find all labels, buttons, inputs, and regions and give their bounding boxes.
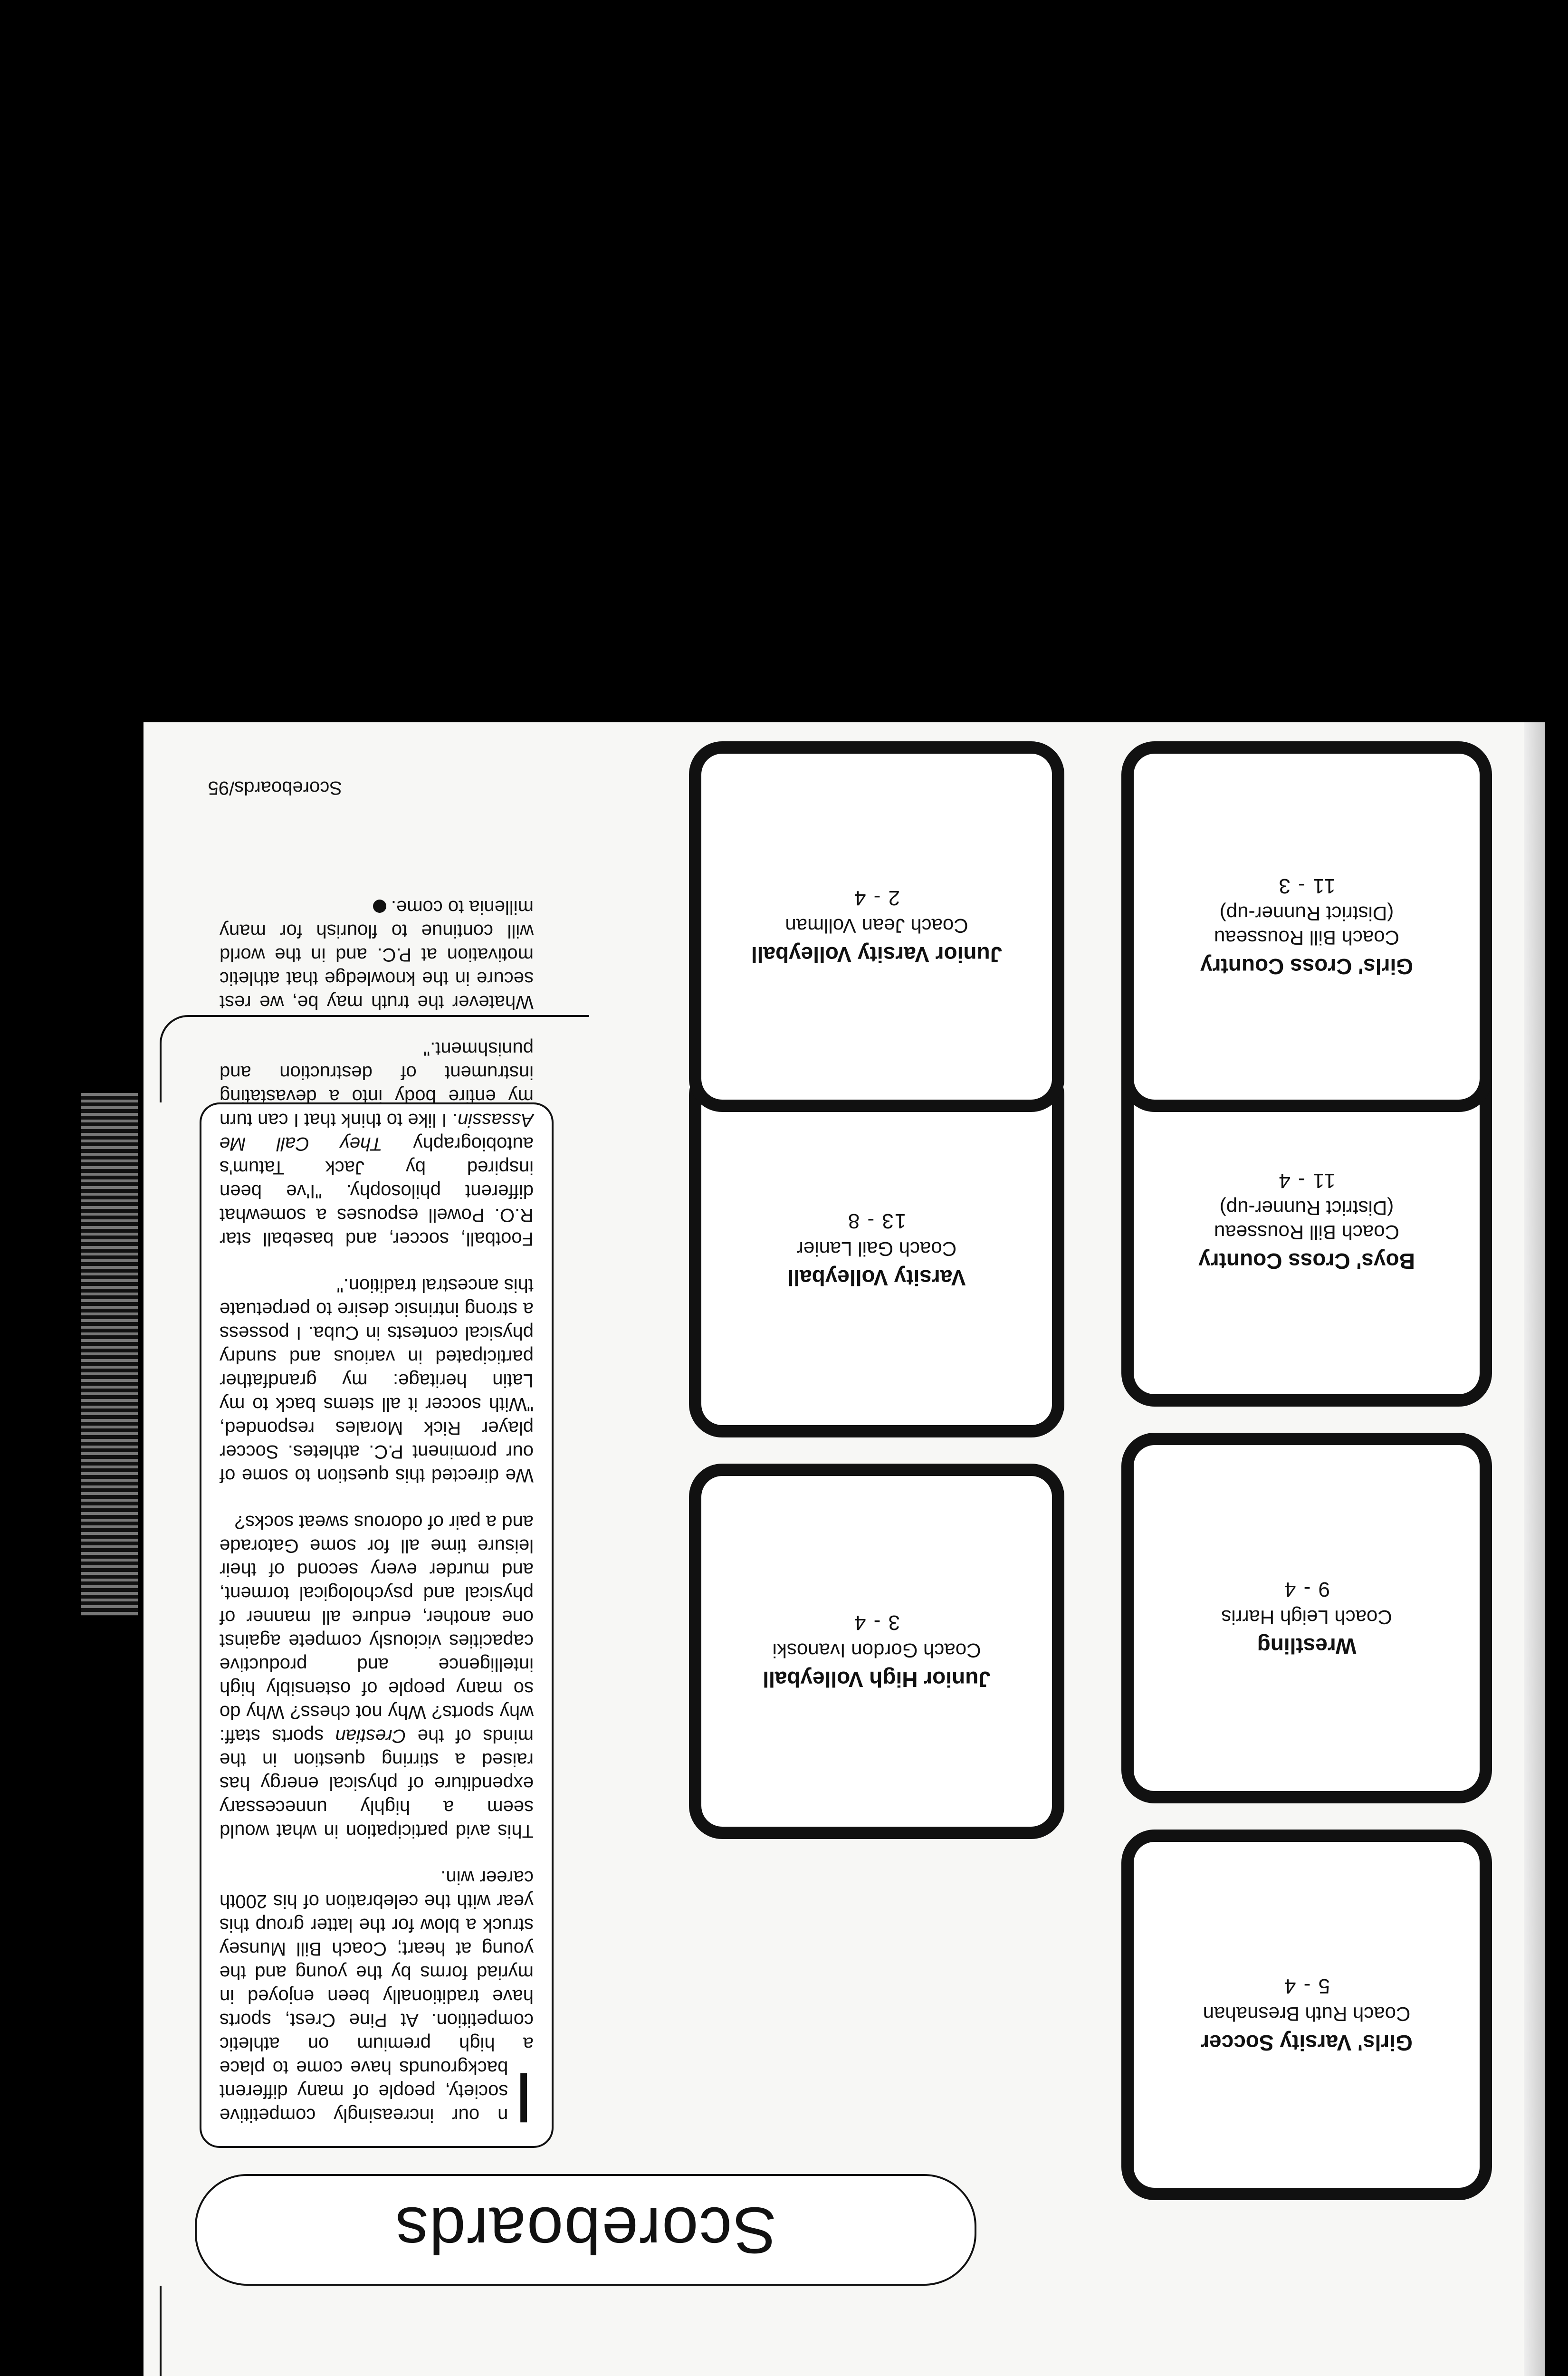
card-coach: Coach Gordon Ivanoski [772, 1639, 981, 1662]
binding-edge [81, 1093, 138, 1616]
card-title: Junior High Volleyball [763, 1667, 991, 1692]
intro-paragraph-4-italic: They Call Me Assassin [219, 1110, 534, 1154]
intro-paragraph-4 [220, 1037, 534, 1251]
intro-paragraph-2-pre: This avid participation in what would seem a highly unnecessary expenditure of physical energy has raised a stirring question in the minds of the [220, 1725, 534, 1841]
intro-paragraph-4-post: . I like to think that I can turn my entire body into a devastating instrument of destruction and punishment." [220, 1038, 534, 1131]
intro-paragraph-2-post: sports staff: why sports? Why not chess? Why do so many people of ostensibly high intelligence and productive capacities viciously compete against one another, endure all manner of physical and psychological torment, and murder every second of their leisure time all for some Gatorade and a pair of odorous sweat socks? [220, 1512, 534, 1746]
card-note: (District Runner-up) [1219, 902, 1394, 925]
card-title: Girls' Cross Country [1200, 954, 1414, 979]
card-girls-varsity-soccer [1121, 1830, 1492, 2200]
card-coach: Coach Jean Vollman [785, 914, 968, 937]
page-gutter-shadow [1524, 722, 1545, 2376]
card-coach: Coach Bill Rousseau [1214, 927, 1399, 949]
intro-paragraph-2 [220, 1510, 534, 1843]
card-record: 3 - 4 [853, 1611, 900, 1635]
intro-paragraph-5 [220, 895, 534, 1014]
page-title: Scoreboards [394, 2194, 777, 2267]
card-title: Boys' Cross Country [1198, 1249, 1415, 1274]
card-wrestling [1121, 1433, 1492, 1803]
card-title: Junior Varsity Volleyball [751, 942, 1003, 967]
card-coach: Coach Bill Rousseau [1214, 1221, 1399, 1244]
intro-paragraph-3 [220, 1274, 534, 1487]
end-mark-icon [373, 900, 386, 913]
title-box [195, 2174, 976, 2286]
intro-paragraph-1 [220, 1866, 534, 2138]
page-folio: Scoreboards/95 [208, 777, 342, 798]
intro-paragraph-4-pre: Football, soccer, and baseball star R.O. Powell espouses a somewhat different philosophy. "I've been inspired by Jack Tatum's autobiography [220, 1133, 534, 1249]
card-record: 11 - 4 [1278, 1169, 1336, 1192]
card-record: 2 - 4 [853, 886, 900, 910]
intro-text-box [200, 897, 554, 2148]
card-title: Girls' Varsity Soccer [1201, 2030, 1413, 2055]
card-coach: Coach Ruth Bresnahan [1203, 2002, 1411, 2025]
connector-line-right [160, 2286, 162, 2376]
card-record: 5 - 4 [1283, 1974, 1330, 1998]
card-coach: Coach Leigh Harris [1221, 1606, 1392, 1629]
drop-cap: I [514, 2058, 534, 2138]
intro-paragraph-3-text: We directed this question to some of our prominent P.C. athletes. Soccer player Rick Morales responded, "With soccer it all stems back to my Latin heritage: my grandfather participated in various and sundry physical contests in Cuba. I possess a strong intrinsic desire to perpetuate this ancestral tradition." [220, 1275, 534, 1486]
card-title: Wrestling [1257, 1633, 1357, 1658]
card-varsity-volleyball [689, 1062, 1064, 1437]
card-girls-cross-country [1121, 741, 1492, 1112]
card-record: 11 - 3 [1278, 874, 1336, 898]
card-record: 13 - 8 [847, 1209, 907, 1233]
intro-paragraph-1-text: n our increasingly competitive society, people of many different backgrounds have come to place a high premium on athletic competition. At Pine Crest, sports have traditionally been enjoyed in myriad forms by the young and the young at heart; Coach Bill Munsey struck a blow for the latter group this year with the celebration of his 200th career win. [220, 1867, 534, 2126]
card-junior-varsity-volleyball [689, 741, 1064, 1112]
card-record: 9 - 4 [1283, 1578, 1330, 1601]
intro-paragraph-2-italic: Crestian [335, 1725, 406, 1746]
intro-paragraph-5-text: Whatever the truth may be, we rest secure in the knowledge that athletic motivation at P.C. and in the world will continue to flourish for many millenia to come. [220, 897, 534, 1013]
card-title: Varsity Volleyball [787, 1265, 966, 1290]
card-note: (District Runner-up) [1219, 1197, 1394, 1219]
card-coach: Coach Gail Lanier [796, 1237, 957, 1260]
card-junior-high-volleyball [689, 1464, 1064, 1839]
